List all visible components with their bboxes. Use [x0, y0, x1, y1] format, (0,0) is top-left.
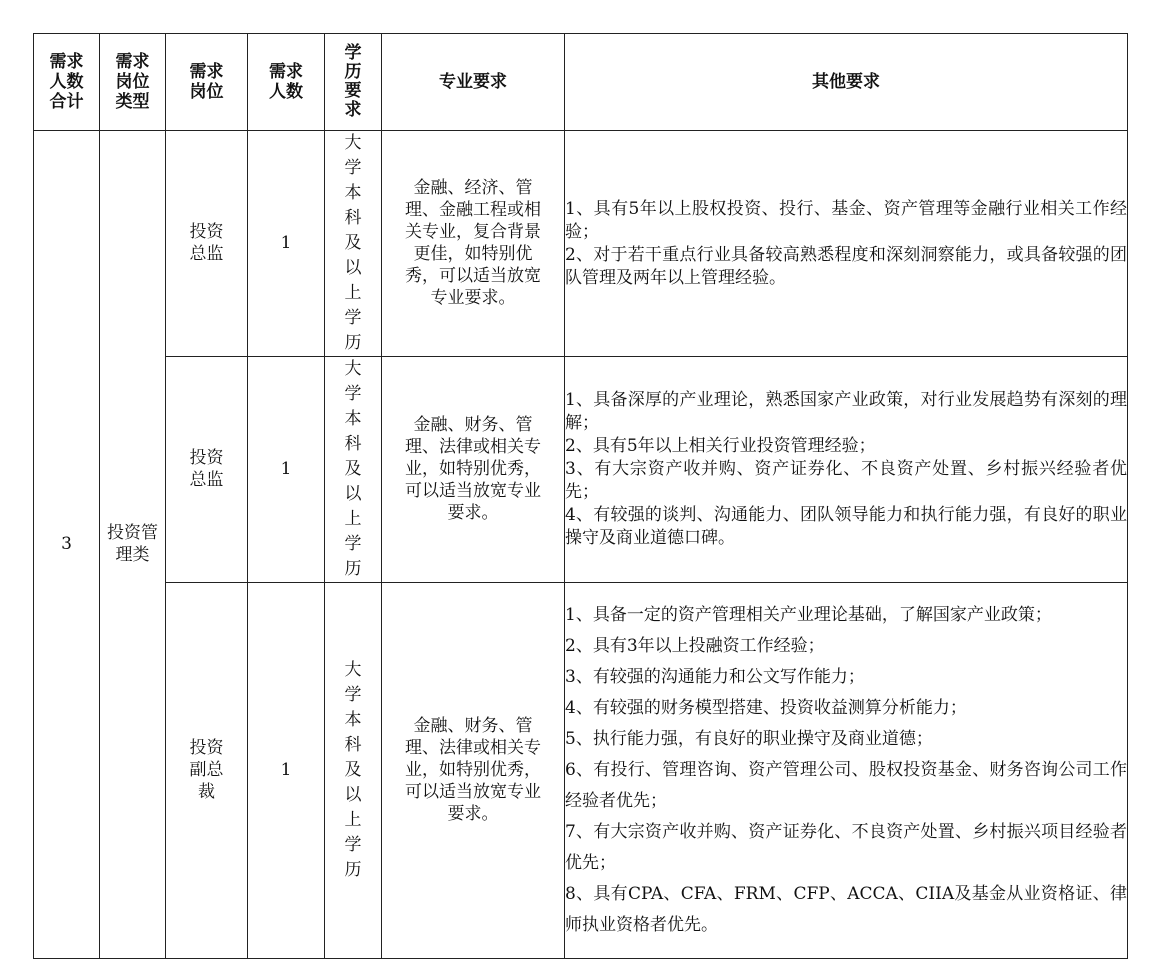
total-count-cell: 3: [34, 131, 100, 959]
count-cell: 1: [248, 583, 325, 959]
table-row: [34, 583, 1128, 959]
requirement-line: 3、有大宗资产收并购、资产证券化、不良资产处置、乡村振兴经验者优先；: [565, 459, 1127, 502]
table-row: [34, 131, 1128, 357]
position-cell: 投资副总裁: [166, 583, 248, 959]
major-cell: 金融、财务、管理、法律或相关专业，如特别优秀，可以适当放宽专业要求。: [382, 583, 565, 959]
recruitment-table: [33, 33, 1128, 959]
other-requirements-cell: [565, 357, 1128, 583]
requirement-line: 8、具有CPA、CFA、FRM、CFP、ACCA、CIIA及基金从业资格证、律师执业资格者优先。: [565, 884, 1127, 935]
major-cell: 金融、经济、管理、金融工程或相关专业，复合背景更佳，如特别优秀，可以适当放宽专业要求。: [382, 131, 565, 357]
header-count: 需求人数: [248, 34, 325, 131]
requirement-line: 1、具有5年以上股权投资、投行、基金、资产管理等金融行业相关工作经验；: [565, 198, 1127, 242]
header-other: 其他要求: [565, 34, 1128, 131]
category-cell: 投资管理类: [100, 131, 166, 959]
requirement-line: 6、有投行、管理咨询、资产管理公司、股权投资基金、财务咨询公司工作经验者优先；: [565, 760, 1127, 811]
other-requirements-cell: [565, 131, 1128, 357]
requirement-line: 2、具有5年以上相关行业投资管理经验；: [565, 436, 876, 456]
education-cell: 大学本科及以上学历: [325, 131, 382, 357]
header-row: [34, 34, 1128, 131]
count-cell: 1: [248, 357, 325, 583]
requirement-line: 1、具备一定的资产管理相关产业理论基础，了解国家产业政策；: [565, 605, 1052, 625]
position-cell: 投资总监: [166, 357, 248, 583]
table-row: [34, 357, 1128, 583]
education-cell: 大学本科及以上学历: [325, 583, 382, 959]
major-cell: 金融、财务、管理、法律或相关专业，如特别优秀，可以适当放宽专业要求。: [382, 357, 565, 583]
header-category: 需求岗位类型: [100, 34, 166, 131]
header-total-count: 需求人数合计: [34, 34, 100, 131]
header-education: 学历要求: [325, 34, 382, 131]
requirement-line: 3、有较强的沟通能力和公文写作能力；: [565, 667, 865, 687]
position-cell: 投资总监: [166, 131, 248, 357]
requirement-line: 2、对于若干重点行业具备较高熟悉程度和深刻洞察能力，或具备较强的团队管理及两年以上管理经验。: [565, 244, 1127, 288]
requirement-line: 4、有较强的谈判、沟通能力、团队领导能力和执行能力强，有良好的职业操守及商业道德口碑。: [565, 505, 1127, 548]
requirement-line: 1、具备深厚的产业理论，熟悉国家产业政策，对行业发展趋势有深刻的理解；: [565, 390, 1127, 433]
requirement-line: 7、有大宗资产收并购、资产证券化、不良资产处置、乡村振兴项目经验者优先；: [565, 822, 1127, 873]
other-requirements-cell: [565, 583, 1128, 959]
header-major: 专业要求: [382, 34, 565, 131]
count-cell: 1: [248, 131, 325, 357]
education-cell: 大学本科及以上学历: [325, 357, 382, 583]
requirement-line: 5、执行能力强，有良好的职业操守及商业道德；: [565, 729, 933, 749]
requirement-line: 2、具有3年以上投融资工作经验；: [565, 636, 825, 656]
requirement-line: 4、有较强的财务模型搭建、投资收益测算分析能力；: [565, 698, 967, 718]
header-position: 需求岗位: [166, 34, 248, 131]
